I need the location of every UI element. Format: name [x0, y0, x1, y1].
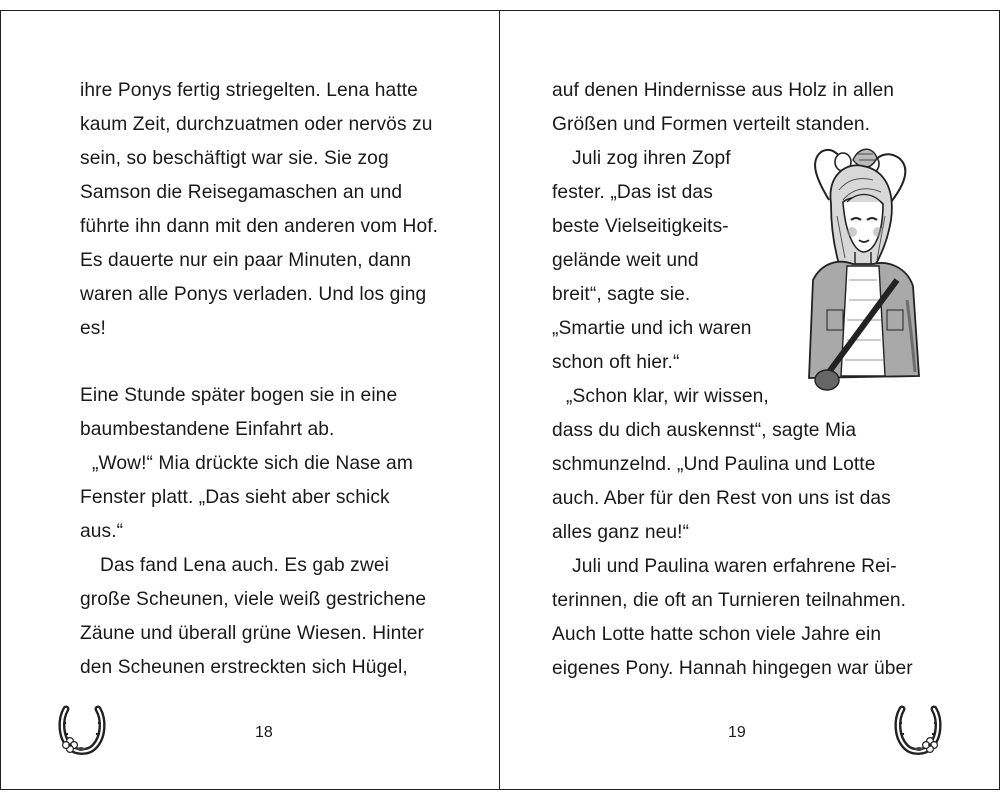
- text-line: fester. „Das ist das: [552, 182, 713, 203]
- text-line: Eine Stunde später bogen sie in eine: [80, 385, 398, 406]
- text-line: dass du dich auskennst“, sagte Mia: [552, 420, 857, 441]
- text-line: ihre Ponys fertig striegelten. Lena hatte: [80, 80, 418, 101]
- text-line: Juli und Paulina waren erfahrene Rei-: [572, 556, 897, 577]
- horseshoe-icon: [56, 703, 108, 759]
- text-line: auf denen Hindernisse aus Holz in allen: [552, 80, 895, 101]
- text-line: Das fand Lena auch. Es gab zwei: [100, 555, 389, 576]
- text-line: gelände weit und: [552, 250, 699, 271]
- text-line: Auch Lotte hatte schon viele Jahre ein: [552, 624, 882, 645]
- text-line: Juli zog ihren Zopf: [572, 148, 731, 169]
- text-line: beste Vielseitigkeits-: [552, 216, 729, 237]
- page-number-right: 19: [728, 724, 746, 741]
- text-line: Fenster platt. „Das sieht aber schick: [80, 487, 390, 508]
- text-line: waren alle Ponys verladen. Und los ging: [80, 284, 427, 305]
- text-line: „Schon klar, wir wissen,: [566, 386, 769, 407]
- text-line: baumbestandene Einfahrt ab.: [80, 419, 335, 440]
- text-line: schmunzelnd. „Und Paulina und Lotte: [552, 454, 876, 475]
- text-line: große Scheunen, viele weiß gestrichene: [80, 589, 427, 610]
- text-line: Zäune und überall grüne Wiesen. Hinter: [80, 623, 425, 644]
- text-line: Größen und Formen verteilt standen.: [552, 114, 871, 135]
- page-number-left: 18: [255, 724, 273, 741]
- text-line: schon oft hier.“: [552, 352, 680, 373]
- text-line: führte ihn dann mit den anderen vom Hof.: [80, 216, 439, 237]
- text-line: eigenes Pony. Hannah hingegen war über: [552, 658, 913, 679]
- text-line: sein, so beschäftigt war sie. Sie zog: [80, 148, 389, 169]
- text-line: alles ganz neu!“: [552, 522, 690, 543]
- text-line: terinnen, die oft an Turnieren teilnahmen.: [552, 590, 907, 611]
- text-line: „Smartie und ich waren: [552, 318, 752, 339]
- text-line: Es dauerte nur ein paar Minuten, dann: [80, 250, 412, 271]
- text-line: Samson die Reisegamaschen an und: [80, 182, 403, 203]
- text-line: den Scheunen erstreckten sich Hügel,: [80, 657, 408, 678]
- horseshoe-icon: [892, 703, 944, 759]
- text-line: es!: [80, 318, 106, 339]
- girl-tying-ponytail-illustration: [787, 140, 935, 410]
- text-line: „Wow!“ Mia drückte sich die Nase am: [92, 453, 413, 474]
- text-line: kaum Zeit, durchzuatmen oder nervös zu: [80, 114, 433, 135]
- text-line: breit“, sagte sie.: [552, 284, 691, 305]
- text-line: auch. Aber für den Rest von uns ist das: [552, 488, 891, 509]
- text-line: aus.“: [80, 521, 124, 542]
